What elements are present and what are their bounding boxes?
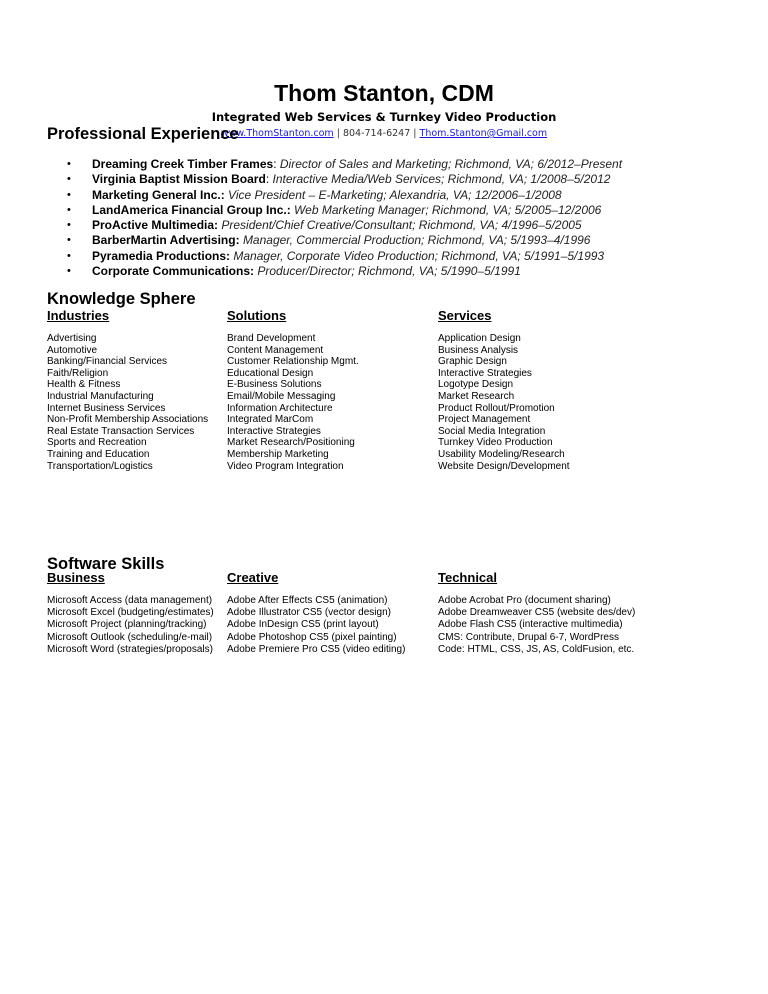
list-item: Content Management xyxy=(227,344,324,356)
list-item: Adobe After Effects CS5 (animation) xyxy=(227,595,388,606)
list-item: Microsoft Excel (budgeting/estimates) xyxy=(47,607,214,619)
list-item: Social Media Integration xyxy=(438,425,546,437)
knowledge-column-services xyxy=(438,307,638,472)
list-item: Business Analysis xyxy=(438,344,519,356)
phone: 804-714-6247 xyxy=(342,128,411,139)
list-item: Graphic Design xyxy=(438,356,507,368)
experience-item xyxy=(67,157,622,172)
experience-item xyxy=(67,172,622,187)
list-item: Interactive Strategies xyxy=(227,425,321,437)
column-items xyxy=(438,333,638,472)
company: Corporate Communications: xyxy=(92,264,255,279)
column-heading: Creative xyxy=(227,570,279,585)
list-item: Video Program Integration xyxy=(227,460,344,472)
list-item: Email/Mobile Messaging xyxy=(227,390,336,402)
list-item: Microsoft Outlook (scheduling/e-mail) xyxy=(47,631,213,643)
list-item: Training and Education xyxy=(47,448,150,460)
role-details: Vice President – E-Marketing; Alexandria, VA; 12/2006–1/2008 xyxy=(228,187,562,202)
list-item: Sports and Recreation xyxy=(47,437,147,449)
knowledge-column-industries xyxy=(47,307,247,472)
experience-list xyxy=(67,157,622,279)
software-column-business xyxy=(47,569,247,656)
column-heading: Industries xyxy=(47,308,110,323)
list-item: Adobe Dreamweaver CS5 (website des/dev) xyxy=(438,607,636,619)
role-details: Manager, Commercial Production; Richmond, VA; 5/1993–4/1996 xyxy=(242,233,591,248)
list-item: Adobe Flash CS5 (interactive multimedia) xyxy=(438,619,623,631)
list-item: Adobe Illustrator CS5 (vector design) xyxy=(227,607,391,619)
company: Marketing General Inc.: xyxy=(92,187,225,202)
list-item: Product Rollout/Promotion xyxy=(438,402,555,414)
list-item: Turnkey Video Production xyxy=(438,437,553,449)
separator: | xyxy=(413,128,417,139)
list-item: Microsoft Access (data management) xyxy=(47,595,213,606)
separator: | xyxy=(336,128,340,139)
column-items xyxy=(47,595,247,656)
list-item: Microsoft Project (planning/tracking) xyxy=(47,619,207,631)
list-item: CMS: Contribute, Drupal 6-7, WordPress xyxy=(438,631,619,643)
experience-item xyxy=(67,188,622,203)
list-item: Real Estate Transaction Services xyxy=(47,425,195,437)
experience-item xyxy=(67,203,622,218)
software-column-creative xyxy=(227,569,427,656)
company: Dreaming Creek Timber Frames xyxy=(92,157,274,171)
list-item: Adobe Photoshop CS5 (pixel painting) xyxy=(227,631,397,643)
list-item: Membership Marketing xyxy=(227,448,329,460)
email-link[interactable]: Thom.Stanton@Gmail.com xyxy=(419,128,548,139)
separator: : xyxy=(265,172,273,187)
list-item: Usability Modeling/Research xyxy=(438,448,565,460)
list-item: Logotype Design xyxy=(438,379,514,391)
column-items xyxy=(227,333,427,472)
column-items xyxy=(47,333,247,472)
list-item: Integrated MarCom xyxy=(227,414,314,426)
list-item: Automotive xyxy=(47,344,98,356)
list-item: Internet Business Services xyxy=(47,402,166,414)
column-heading: Technical xyxy=(438,570,498,585)
column-heading: Services xyxy=(438,308,492,323)
list-item: Code: HTML, CSS, JS, AS, ColdFusion, etc. xyxy=(438,643,635,655)
column-items xyxy=(438,595,638,656)
list-item: Market Research/Positioning xyxy=(227,437,355,449)
experience-item xyxy=(67,233,622,248)
list-item: Health & Fitness xyxy=(47,379,121,391)
list-item: Advertising xyxy=(47,333,97,344)
experience-item xyxy=(67,249,622,264)
experience-item xyxy=(67,264,622,279)
column-heading: Solutions xyxy=(227,308,287,323)
list-item: Market Research xyxy=(438,390,515,402)
company: Pyramedia Productions: xyxy=(92,248,231,263)
list-item: Educational Design xyxy=(227,367,314,379)
list-item: Adobe Premiere Pro CS5 (video editing) xyxy=(227,643,406,655)
role-details: Interactive Media/Web Services; Richmond, VA; 1/2008–5/2012 xyxy=(272,172,611,187)
software-heading: Software Skills xyxy=(47,555,165,573)
separator: : xyxy=(273,157,280,171)
list-item: Brand Development xyxy=(227,333,316,344)
software-column-technical xyxy=(438,569,638,656)
list-item: Microsoft Word (strategies/proposals) xyxy=(47,643,213,655)
experience-heading: Professional Experience xyxy=(47,125,239,143)
list-item: Application Design xyxy=(438,333,521,344)
role-details: Producer/Director; Richmond, VA; 5/1990–5/1991 xyxy=(257,264,521,279)
list-item: Adobe InDesign CS5 (print layout) xyxy=(227,619,379,631)
column-heading: Business xyxy=(47,570,105,585)
list-item: Information Architecture xyxy=(227,402,333,414)
list-item: Non-Profit Membership Associations xyxy=(47,414,209,426)
list-item: Adobe Acrobat Pro (document sharing) xyxy=(438,595,611,606)
role-details: Director of Sales and Marketing; Richmond, VA; 6/2012–Present xyxy=(279,157,623,171)
company: LandAmerica Financial Group Inc.: xyxy=(92,202,291,217)
list-item: Website Design/Development xyxy=(438,460,570,472)
resume-name: Thom Stanton, CDM xyxy=(274,80,494,106)
list-item: Project Management xyxy=(438,414,531,426)
role-details: Web Marketing Manager; Richmond, VA; 5/2005–12/2006 xyxy=(294,202,602,217)
company: BarberMartin Advertising: xyxy=(92,233,240,248)
list-item: Interactive Strategies xyxy=(438,367,532,379)
company: Virginia Baptist Mission Board xyxy=(92,172,266,187)
website-link[interactable]: www.ThomStanton.com xyxy=(220,128,334,139)
role-details: President/Chief Creative/Consultant; Richmond, VA; 4/1996–5/2005 xyxy=(221,218,582,233)
tagline: Integrated Web Services & Turnkey Video Production xyxy=(211,110,557,124)
list-item: Customer Relationship Mgmt. xyxy=(227,356,359,368)
list-item: Transportation/Logistics xyxy=(47,460,153,472)
list-item: Banking/Financial Services xyxy=(47,356,168,368)
experience-item xyxy=(67,218,622,233)
list-item: Industrial Manufacturing xyxy=(47,390,154,402)
knowledge-heading: Knowledge Sphere xyxy=(47,290,196,308)
list-item: Faith/Religion xyxy=(47,367,109,379)
column-items xyxy=(227,595,427,656)
list-item: E-Business Solutions xyxy=(227,379,322,391)
company: ProActive Multimedia: xyxy=(92,218,219,233)
knowledge-column-solutions xyxy=(227,307,427,472)
role-details: Manager, Corporate Video Production; Richmond, VA; 5/1991–5/1993 xyxy=(233,248,605,263)
